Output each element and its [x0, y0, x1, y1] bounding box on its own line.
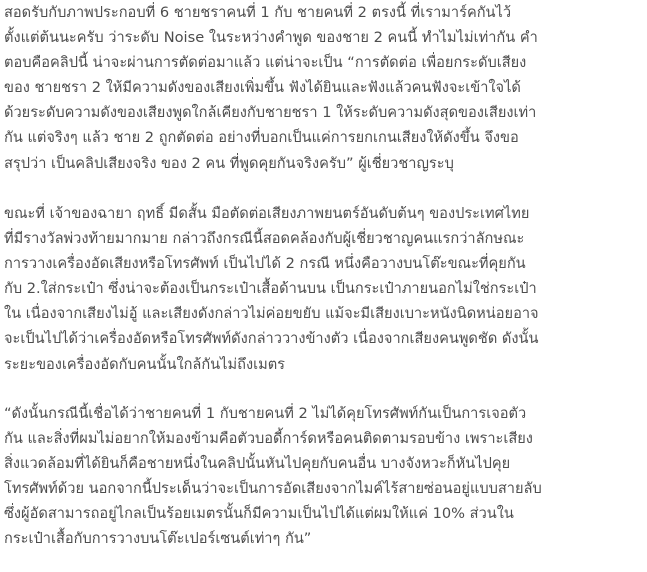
text-line: การวางเครื่องอัดเสียงหรือโทรศัพท์ เป็นไปได้ 2 กรณี หนึ่งคือวางบนโต๊ะขณะที่คุยกัน [4, 255, 526, 272]
text-line: ด้วยระดับความดังของเสียงพูดใกล้เคียงกับชายชรา 1 ให้ระดับความดังสุดของเสียงเท่า [4, 104, 537, 121]
text-line: ใน เนื่องจากเสียงไม่อู้ และเสียงดังกล่าวไม่ค่อยขยับ แม้จะมีเสียงเบาะหนังนิดหน่อยอาจ [4, 305, 539, 322]
text-line: ขณะที่ เจ้าของฉายา ฤทธิ์ มีดสั้น มือตัดต่อเสียงภาพยนตร์อันดับต้นๆ ของประเทศไทย [4, 205, 530, 222]
text-line: ที่มีรางวัลพ่วงท้ายมากมาย กล่าวถึงกรณีนี้สอดคล้องกับผู้เชี่ยวชาญคนแรกว่าลักษณะ [4, 230, 525, 247]
text-line: สิ่งแวดล้อมที่ได้ยินก็คือชายหนึ่งในคลิปนั้นหันไปคุยกับคนอื่น บางจังหวะก็หันไปคุย [4, 455, 511, 472]
text-line: สอดรับกับภาพประกอบที่ 6 ชายชราคนที่ 1 กับ ชายคนที่ 2 ตรงนี้ ที่เรามาร์คกันไว้ [4, 4, 512, 21]
text-line: กระเป๋าเสื้อกับการวางบนโต๊ะเปอร์เซนต์เท่าๆ กัน” [4, 530, 312, 547]
text-line: กัน และสิ่งที่ผมไม่อยากให้มองข้ามคือตัวบอดี้การ์ดหรือคนติดตามรอบข้าง เพราะเสียง [4, 430, 533, 447]
text-line: ซึ่งผู้อัดสามารถอยู่ไกลเป็นร้อยเมตรนั้นก็มีความเป็นไปได้แต่ผมให้แค่ 10% ส่วนใน [4, 505, 514, 522]
text-line: ระยะของเครื่องอัดกับคนนั้นใกล้กันไม่ถึงเมตร [4, 356, 286, 373]
text-line: ของ ชายชรา 2 ให้มีความดังของเสียงเพิ่มขึ้น ฟังได้ยินและฟังแล้วคนฟังจะเข้าใจได้ [4, 79, 521, 96]
text-line: ตอบคือคลิปนี้ น่าจะผ่านการตัดต่อมาแล้ว แต่น่าจะเป็น “การตัดต่อ เพื่อยกระดับเสียง [4, 54, 527, 71]
text-line: ตั้งแต่ต้นนะครับ ว่าระดับ Noise ในระหว่างคำพูด ของชาย 2 คนนี้ ทำไมไม่เท่ากัน คำ [4, 29, 538, 46]
text-line: โทรศัพท์ด้วย นอกจากนี้ประเด็นว่าจะเป็นการอัดเสียงจากไมค์ไร้สายซ่อนอยู่แบบสายลับ [4, 480, 542, 497]
text-line: “ดังนั้นกรณีนี้เชื่อได้ว่าชายคนที่ 1 กับชายคนที่ 2 ไม่ได้คุยโทรศัพท์กันเป็นการเจอตัว [4, 405, 527, 422]
text-line: จะเป็นไปได้ว่าเครื่องอัดหรือโทรศัพท์ดังกล่าววางข้างตัว เนื่องจากเสียงคนพูดชัด ดังนั้น [4, 330, 539, 347]
text-line: กัน แต่จริงๆ แล้ว ชาย 2 ถูกตัดต่อ อย่างที่บอกเป็นแค่การยกเกนเสียงให้ดังขึ้น จึงขอ [4, 129, 519, 146]
text-line: กับ 2.ใส่กระเป๋า ซึ่งน่าจะต้องเป็นกระเป๋าเสื้อด้านบน เป็นกระเป๋าภายนอกไม่ใช่กระเป๋า [4, 280, 537, 297]
text-line: สรุปว่า เป็นคลิปเสียงจริง ของ 2 คน ที่พูดคุยกันจริงครับ” ผู้เชี่ยวชาญระบุ [4, 155, 454, 172]
